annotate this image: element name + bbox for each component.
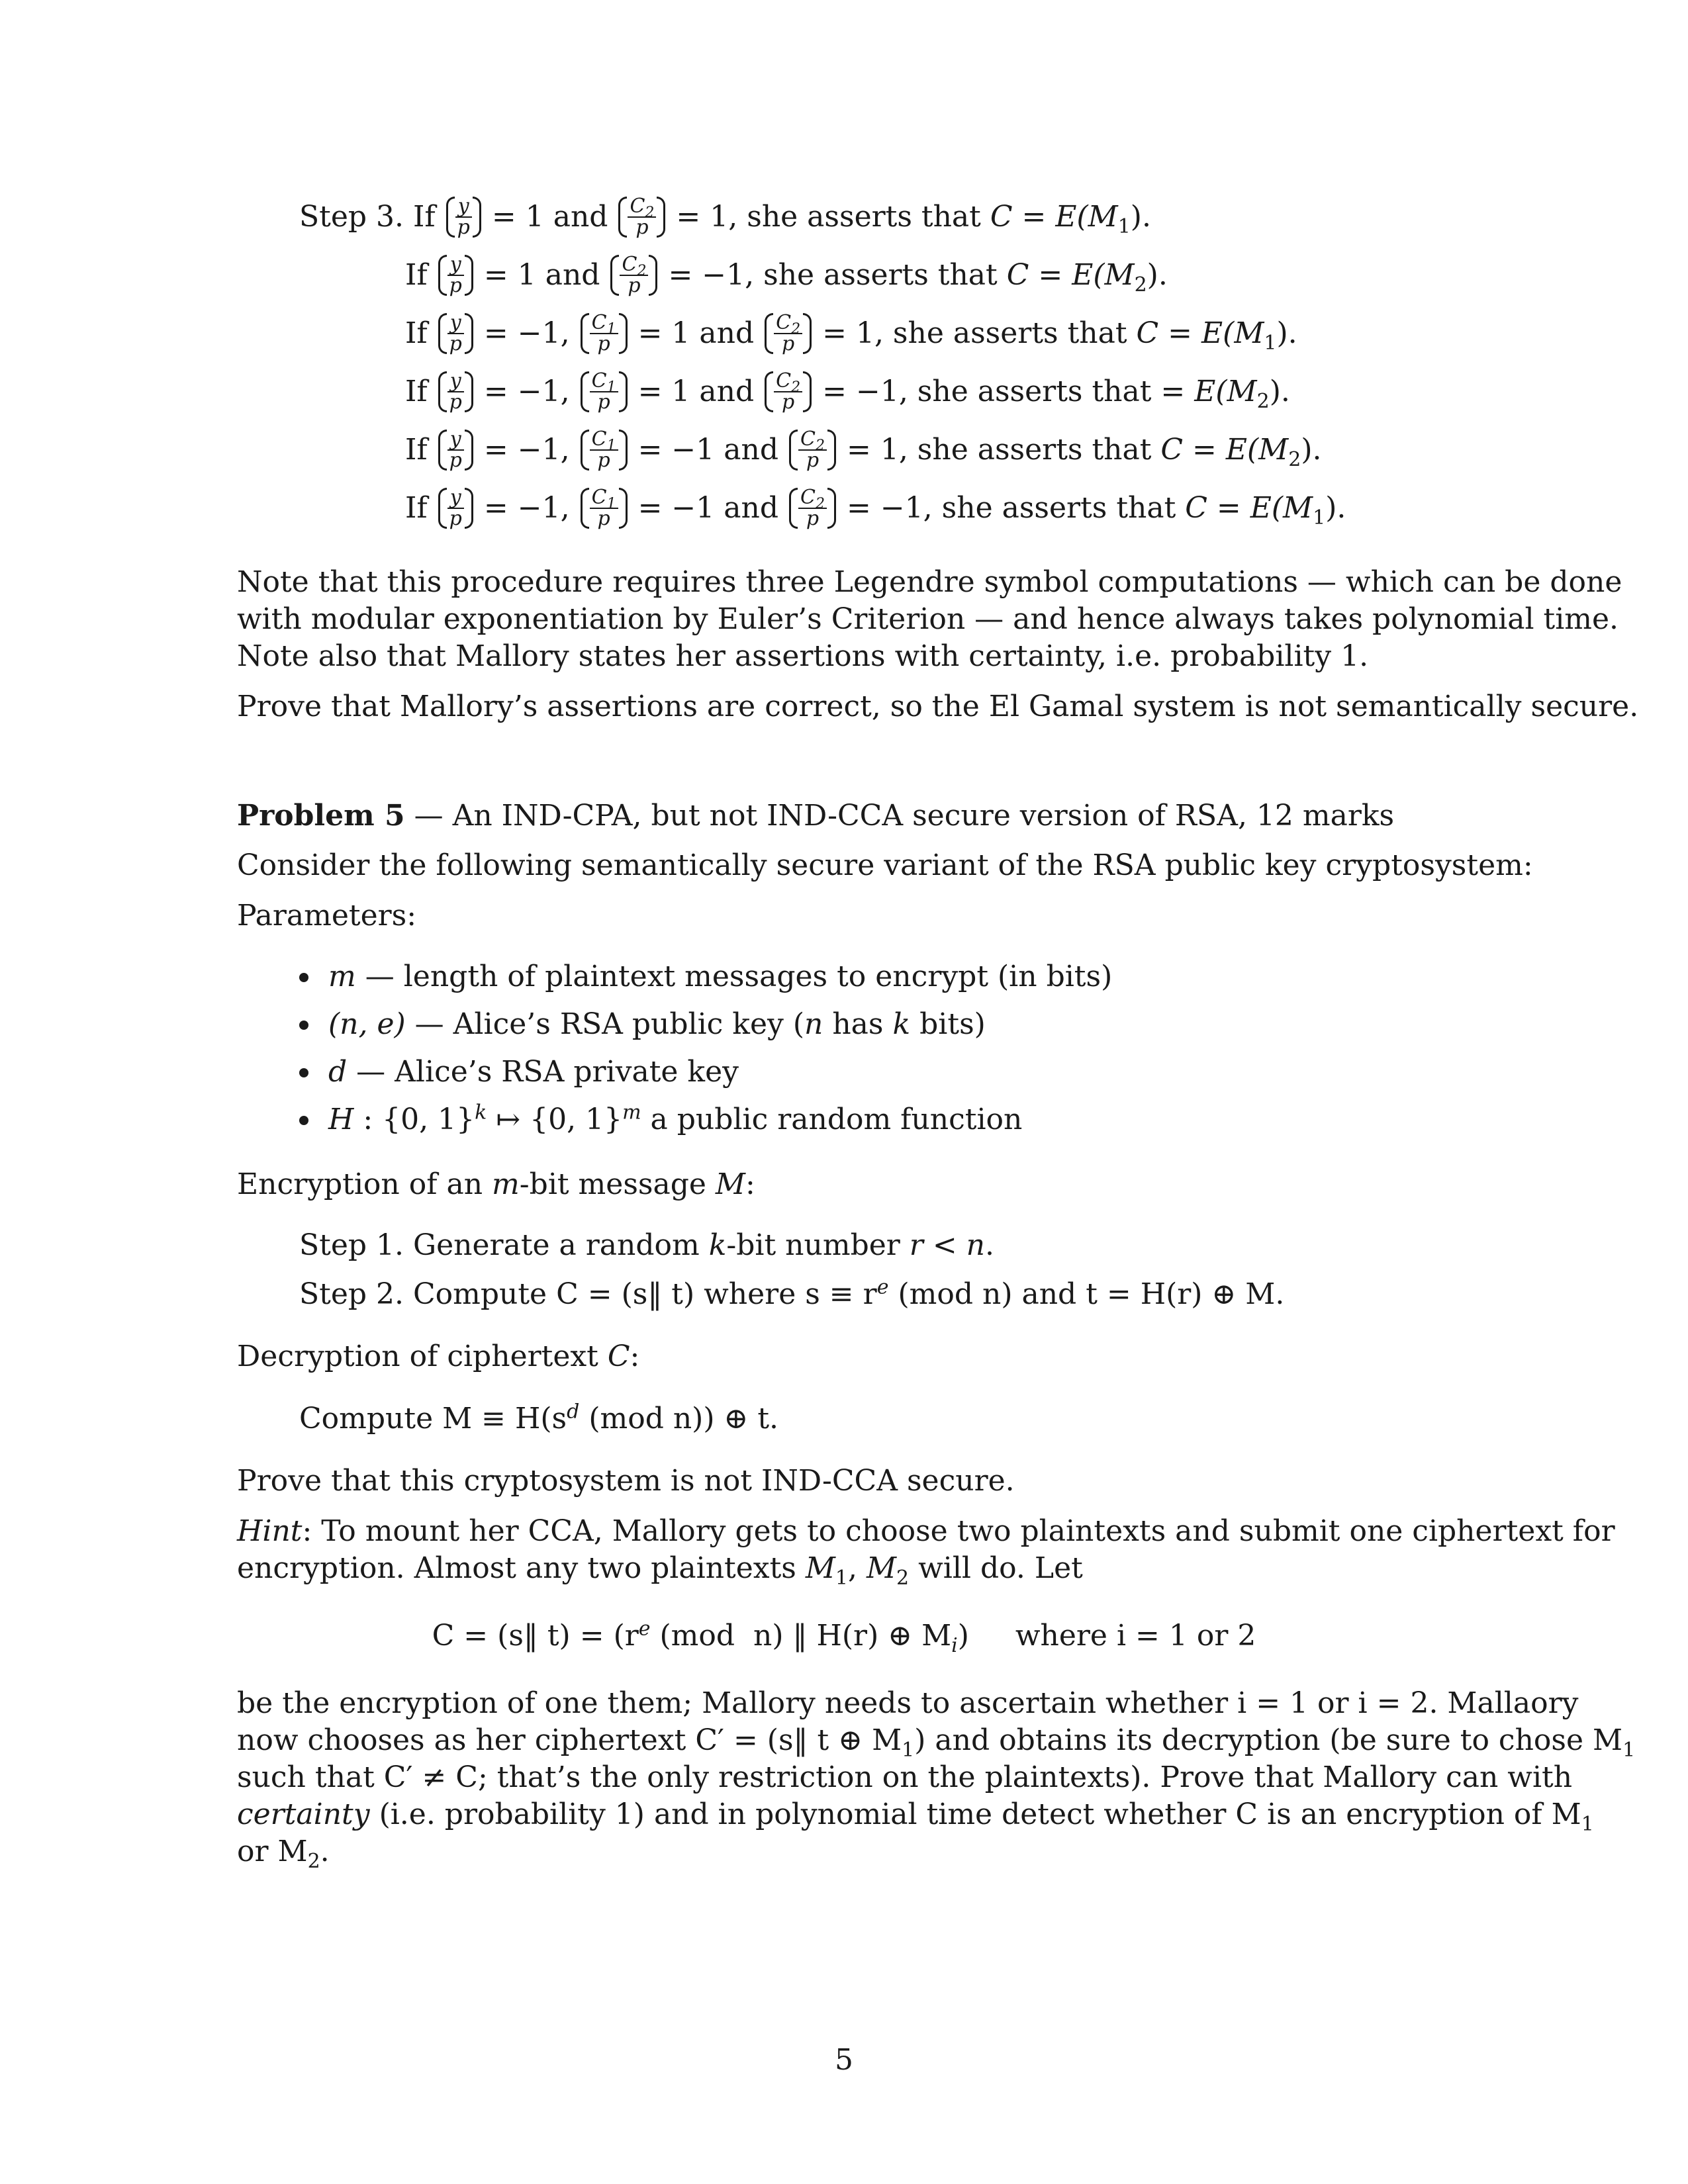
decryption-label [237,1338,1495,1375]
frac-num: C [776,369,792,392]
row-if: If [405,491,428,525]
step-sup: e [876,1275,889,1299]
frac-num: C [630,194,645,218]
row-if: If [405,258,428,292]
param-symbol: d [328,1055,348,1089]
frac-num: C [591,310,607,334]
param-symbol: k [892,1007,911,1041]
note-line-1: Note that this procedure requires three Legendre symbol computations — which can be done [237,565,1622,599]
frac-den: p [449,448,462,472]
legendre-c1-p [581,485,628,530]
frac-den: p [782,390,795,414]
frac-num-sub: 1 [606,495,616,512]
bullet-icon [299,1068,308,1077]
list-item [299,1101,1557,1138]
prove-elgamal: Prove that Mallory’s assertions are correct, so the El Gamal system is not semantically secure. [237,690,1639,723]
param-symbol: (n, e) [328,1007,406,1041]
formula-sup: d [567,1400,580,1424]
legendre-c2-p [610,252,657,297]
label-text: : [745,1167,755,1201]
frac-den: p [597,506,610,530]
row-text: = −1, she asserts that [846,491,1176,525]
row-text: = −1, she asserts that = [822,375,1186,408]
hint-text: : To mount her CCA, Mallory gets to choose two plaintexts and submit one ciphertext for [302,1514,1615,1548]
para-text: . [320,1835,330,1868]
row-text: = −1 and [637,491,778,525]
para-text: (i.e. probability 1) and in polynomial time detect whether C is an encryption of M [369,1797,1581,1831]
label-text: -bit message [519,1167,716,1201]
row-if: If [405,316,428,350]
step3-row-5 [405,427,1663,472]
step-text: -bit number [726,1228,910,1262]
frac-den: p [628,273,641,297]
problem5-title: Problem 5 [237,799,405,833]
frac-den: p [597,332,610,355]
step-text: . [985,1228,995,1262]
frac-num: y [455,197,472,218]
row-math: E(M [1194,375,1257,408]
row-text: = −1, [483,433,570,467]
step-math: k [708,1228,727,1262]
frac-num-sub: 1 [606,320,616,338]
frac-den: p [806,448,820,472]
prove-cca: Prove that this cryptosystem is not IND-CCA secure. [237,1464,1015,1498]
hint-text: will do. Let [909,1551,1083,1585]
frac-num-sub: 2 [815,437,825,454]
legendre-y-p [438,427,473,472]
equation-text: ) where i = 1 or 2 [957,1619,1256,1653]
legendre-c2-p [765,310,812,355]
frac-num-sub: 2 [645,204,655,221]
param-text: ↦ {0, 1} [487,1103,623,1136]
row-math: C = E(M [1136,316,1264,350]
row-math: C = E(M [990,200,1118,234]
row-text: = 1 and [491,200,608,234]
row-text: = −1, [483,375,570,408]
row-if: If [405,433,428,467]
encryption-step-1 [299,1227,1557,1264]
problem5-heading [237,797,1495,835]
row-text: ). [1276,316,1297,350]
row-text: = 1, she asserts that [846,433,1152,467]
row-sub: 2 [1256,389,1270,413]
param-text: — Alice’s RSA private key [347,1055,739,1089]
frac-num: C [800,485,816,509]
param-text: a public random function [641,1103,1023,1136]
params-label: Parameters: [237,899,417,933]
label-math: M [715,1167,745,1201]
step3-row-1 [299,194,1557,239]
param-text: has [823,1007,893,1041]
step-math: r < n [909,1228,986,1262]
legendre-y-p [438,310,473,355]
frac-den: p [635,215,649,239]
para-line-2 [237,1722,1636,1762]
legendre-c2-p [618,194,665,239]
para-sub: 1 [1581,1812,1594,1836]
label-math: C [607,1340,630,1373]
frac-num-sub: 2 [815,495,825,512]
note-line-2: with modular exponentiation by Euler’s Criterion — and hence always takes polynomial time. [237,602,1619,636]
label-text: : [630,1340,640,1373]
hint-text: encryption. Almost any two plaintexts [237,1551,806,1585]
hint-sub: 2 [896,1566,910,1590]
step3-row-2 [405,252,1663,297]
legendre-c1-p [581,310,628,355]
row-math: C = E(M [1006,258,1135,292]
row-text: = 1, she asserts that [676,200,981,234]
step-text: Step 1. Generate a random [299,1228,709,1262]
frac-num-sub: 2 [791,320,801,338]
row-text: = 1 and [637,316,755,350]
legendre-c1-p [581,371,628,412]
row-text: = −1, she asserts that [668,258,998,292]
frac-num: y [447,313,464,334]
equation-text: (mod n) ‖ H(r) ⊕ M [650,1619,952,1653]
step3-row-6 [405,485,1663,530]
step3-label: Step 3. If [299,200,436,234]
param-symbol: n [804,1007,823,1041]
row-math: C = E(M [1185,491,1313,525]
para-line-1: be the encryption of one them; Mallory needs to ascertain whether i = 1 or i = 2. Mallaory [237,1686,1579,1720]
frac-den: p [806,506,820,530]
encryption-label [237,1166,1495,1203]
para-sub: 1 [902,1738,915,1762]
row-sub: 1 [1117,214,1131,238]
row-sub: 1 [1264,331,1277,355]
legendre-y-p [438,252,473,297]
step-text: (mod n) and t = H(r) ⊕ M. [888,1277,1285,1311]
param-text: — length of plaintext messages to encrypt (in bits) [355,960,1113,993]
legendre-y-p [438,485,473,530]
problem5-subtitle: — An IND-CPA, but not IND-CCA secure version of RSA, 12 marks [404,799,1395,833]
label-text: Decryption of ciphertext [237,1340,608,1373]
decryption-formula [299,1400,1557,1437]
hint-math: M [866,1551,897,1585]
frac-den: p [449,390,462,414]
row-text: = 1, she asserts that [822,316,1127,350]
formula-text: Compute M ≡ H(s [299,1402,567,1435]
para-text: now chooses as her ciphertext C′ = (s‖ t ⊕ M [237,1723,902,1757]
param-symbol: m [328,960,356,993]
row-text: ). [1147,258,1168,292]
row-sub: 2 [1134,273,1147,296]
row-text: = −1 and [637,433,778,467]
frac-num: C [591,485,607,509]
frac-den: p [449,506,462,530]
frac-num-sub: 2 [637,262,647,279]
bullet-icon [299,1021,308,1030]
frac-num: y [447,488,464,509]
para-sub: 2 [307,1849,320,1873]
param-text: : {0, 1} [353,1103,475,1136]
param-text: bits) [910,1007,986,1041]
frac-num: y [447,371,464,392]
legendre-c1-p [581,427,628,472]
step3-row-3 [405,310,1663,355]
param-symbol: H [328,1103,354,1136]
legendre-c2-p [789,485,836,530]
row-text: ). [1301,433,1322,467]
equation-text: C = (s‖ t) = (r [432,1619,639,1653]
step3-row-4 [405,369,1663,414]
frac-num: C [776,310,792,334]
param-text: — Alice’s RSA public key ( [405,1007,805,1041]
note-line-3: Note also that Mallory states her assertions with certainty, i.e. probability 1. [237,639,1369,673]
bullet-icon [299,973,308,982]
para-line-3: such that C′ ≠ C; that’s the only restriction on the plaintexts). Prove that Mallory can with [237,1760,1573,1794]
param-sup: k [475,1101,487,1124]
hint-math: M [805,1551,835,1585]
frac-num: C [800,427,816,451]
frac-num-sub: 2 [791,379,801,396]
equation-sub: i [951,1633,958,1657]
label-text: Encryption of an [237,1167,492,1201]
row-text: ). [1269,375,1290,408]
row-text: ). [1325,491,1346,525]
label-math: m [492,1167,520,1201]
frac-num: C [591,369,607,392]
bullet-icon [299,1116,308,1125]
frac-den: p [449,332,462,355]
frac-num: y [447,430,464,451]
hint-sub: 1 [835,1566,848,1590]
legendre-y-p [446,194,481,239]
hint-line-2 [237,1550,1495,1590]
page-number: 5 [835,2043,853,2077]
step-text: Step 2. Compute C = (s‖ t) where s ≡ r [299,1277,877,1311]
row-text: = −1, [483,491,570,525]
problem5-intro: Consider the following semantically secure variant of the RSA public key cryptosystem: [237,848,1533,882]
frac-den: p [597,448,610,472]
list-item [299,1054,1557,1091]
row-text: ). [1130,200,1151,234]
encryption-step-2 [299,1276,1557,1313]
para-text: or M [237,1835,308,1868]
row-text: = 1 and [483,258,600,292]
param-sup: m [622,1101,641,1124]
hint-line-1 [237,1513,1615,1550]
frac-num-sub: 1 [606,437,616,454]
equation-sup: e [638,1617,651,1641]
frac-den: p [457,215,470,239]
para-text: ) and obtains its decryption (be sure to chose M [914,1723,1623,1757]
row-text: = −1, [483,316,570,350]
para-sub: 1 [1622,1738,1636,1762]
hint-text: , [848,1551,867,1585]
frac-num: y [447,255,464,276]
row-sub: 2 [1288,447,1301,471]
list-item [299,1006,1557,1043]
formula-text: (mod n)) ⊕ t. [579,1402,779,1435]
legendre-c2-p [789,427,836,472]
para-line-4 [237,1796,1594,1836]
frac-num-sub: 1 [606,379,616,396]
frac-den: p [782,332,795,355]
row-math: C = E(M [1160,433,1289,467]
frac-den: p [449,273,462,297]
row-text: = 1 and [637,375,755,408]
list-item [299,958,1557,995]
legendre-c2-p [765,371,812,412]
frac-num: C [591,427,607,451]
frac-den: p [597,390,610,414]
row-sub: 1 [1313,506,1326,529]
para-line-5 [237,1833,1495,1873]
display-equation [0,1617,1688,1655]
legendre-y-p [438,371,473,412]
frac-num: C [622,252,637,276]
row-if: If [405,375,428,408]
para-emphasis: certainty [237,1797,370,1831]
hint-word: Hint [237,1514,303,1548]
